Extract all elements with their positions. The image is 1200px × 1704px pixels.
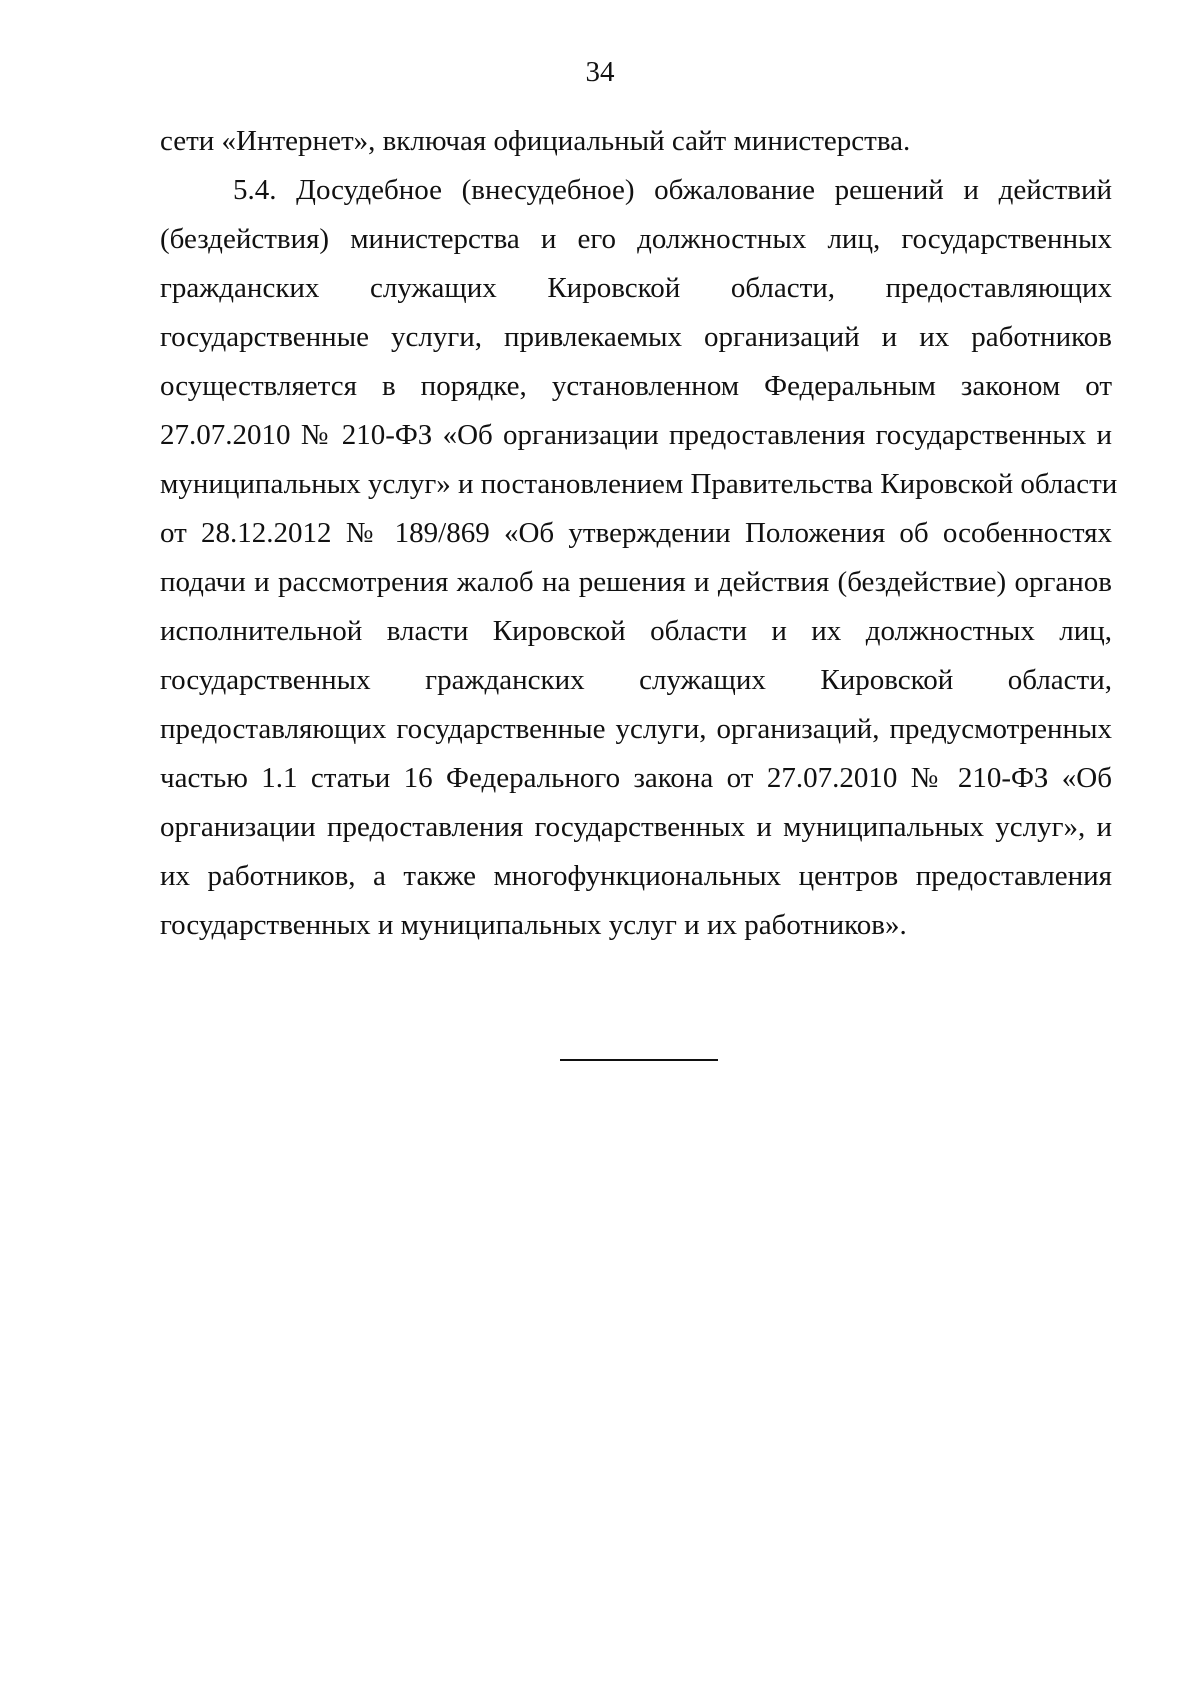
text-line-13: предоставляющих государственные услуги, организаций, предусмотренных — [160, 713, 1112, 745]
text-line-8: муниципальных услуг» и постановлением Правительства Кировской области — [160, 468, 1118, 500]
text-line-1: сети «Интернет», включая официальный сайт министерства. — [160, 125, 911, 157]
text-line-16: их работников, а также многофункциональных центров предоставления — [160, 860, 1112, 892]
text-line-4: гражданских служащих Кировской области, предоставляющих — [160, 272, 1112, 304]
text-line-15: организации предоставления государственных и муниципальных услуг», и — [160, 811, 1112, 843]
text-line-14: частью 1.1 статьи 16 Федерального закона от 27.07.2010 № 210-ФЗ «Об — [160, 762, 1112, 794]
text-line-7: 27.07.2010 № 210-ФЗ «Об организации предоставления государственных и — [160, 419, 1112, 451]
text-line-6: осуществляется в порядке, установленном Федеральным законом от — [160, 370, 1112, 402]
text-line-5: государственные услуги, привлекаемых организаций и их работников — [160, 321, 1112, 353]
end-of-document-rule — [560, 1059, 718, 1061]
text-line-9: от 28.12.2012 № 189/869 «Об утверждении Положения об особенностях — [160, 517, 1112, 549]
text-line-10: подачи и рассмотрения жалоб на решения и действия (бездействие) органов — [160, 566, 1112, 598]
paragraph-first-line: 5.4. Досудебное (внесудебное) обжалование решений и действий — [233, 174, 1112, 206]
text-line-12: государственных гражданских служащих Кировской области, — [160, 664, 1112, 696]
page-number: 34 — [585, 56, 615, 88]
text-line-11: исполнительной власти Кировской области и их должностных лиц, — [160, 615, 1112, 647]
text-line-17: государственных и муниципальных услуг и их работников». — [160, 909, 907, 941]
text-line-3: (бездействия) министерства и его должностных лиц, государственных — [160, 223, 1112, 255]
